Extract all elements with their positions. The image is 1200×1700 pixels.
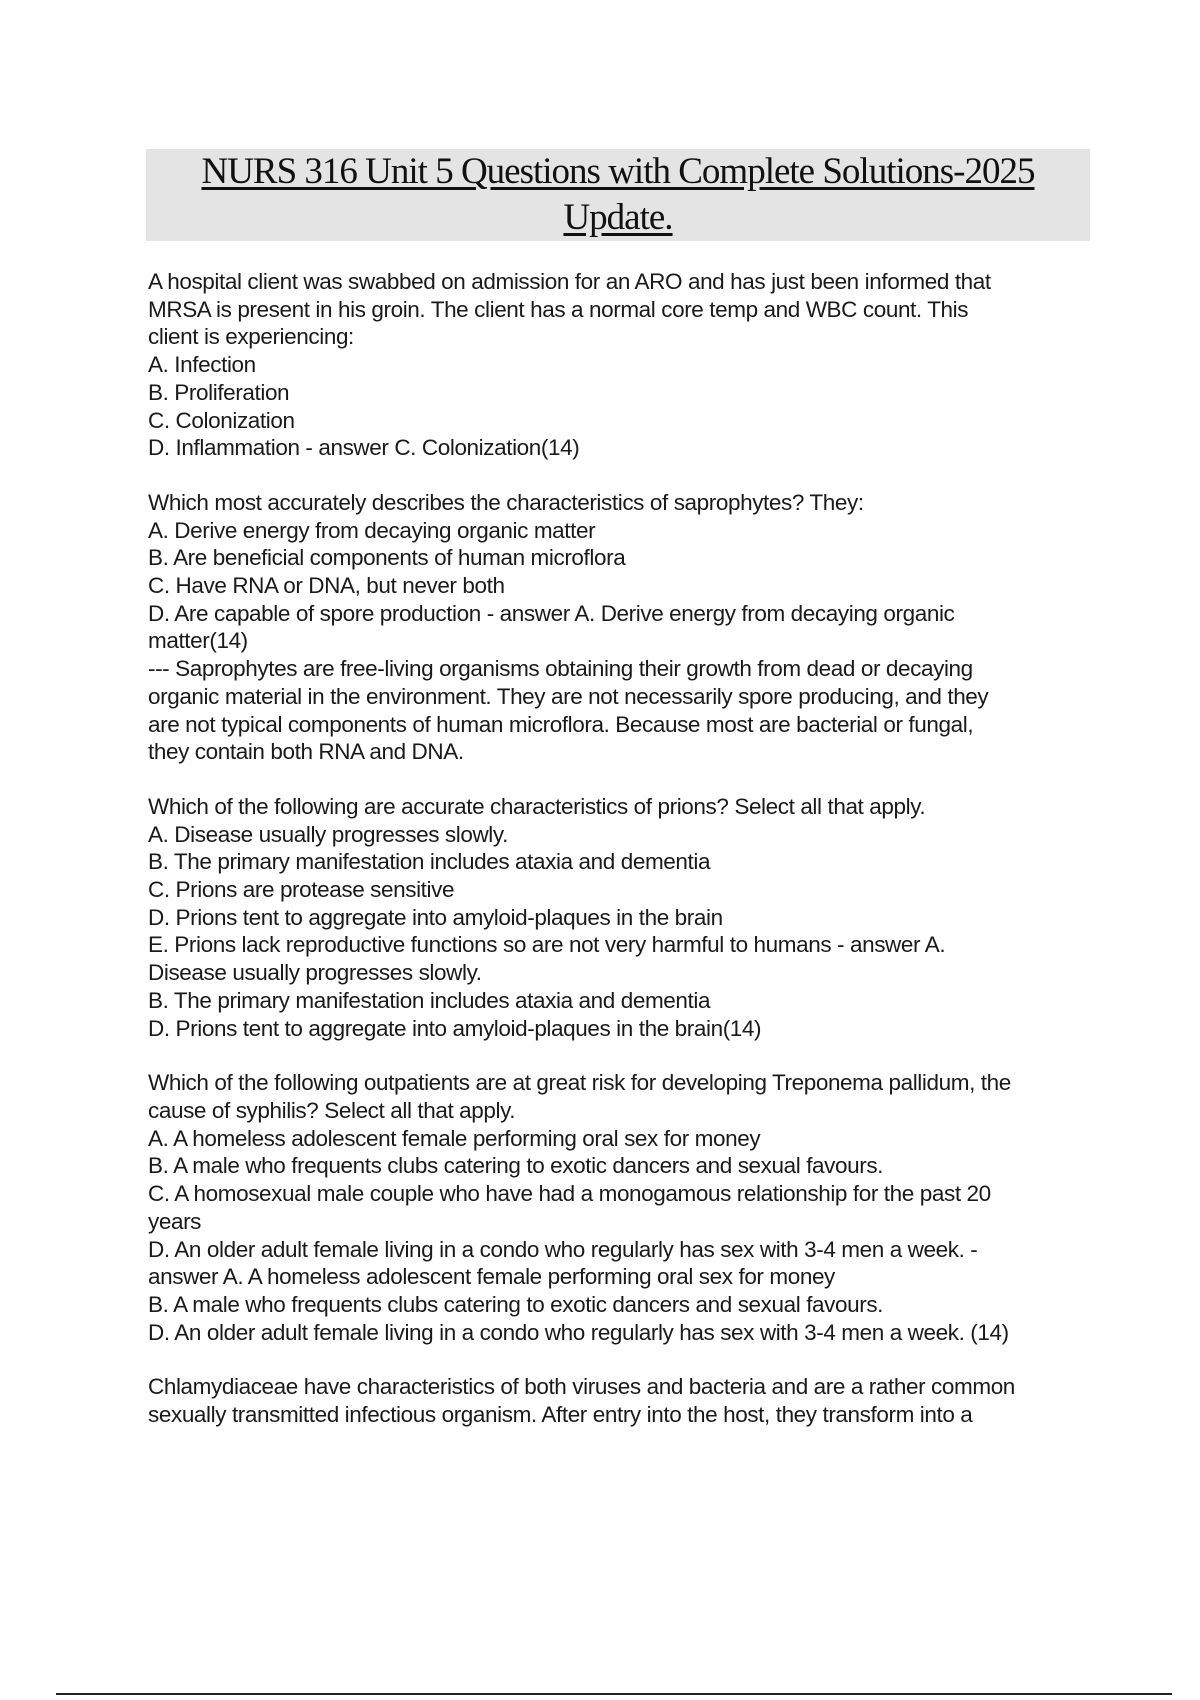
question-block	[148, 489, 1098, 766]
question-text-line: MRSA is present in his groin. The client has a normal core temp and WBC count. This	[148, 296, 969, 322]
question-text-line: B. Proliferation	[148, 379, 290, 405]
question-text-line: D. Are capable of spore production - answer A. Derive energy from decaying organic	[148, 600, 955, 626]
question-block	[148, 268, 1098, 462]
question-text-line: A hospital client was swabbed on admission for an ARO and has just been informed that	[148, 269, 991, 294]
question-text-line: A. A homeless adolescent female performing oral sex for money	[148, 1125, 761, 1151]
question-block	[148, 1069, 1098, 1346]
question-text-line: C. Prions are protease sensitive	[148, 877, 455, 903]
question-text-line: A. Derive energy from decaying organic matter	[148, 517, 596, 543]
question-text-line: are not typical components of human microflora. Because most are bacterial or fungal,	[148, 711, 974, 737]
page-divider	[56, 1693, 1172, 1695]
question-text-line: B. A male who frequents clubs catering to exotic dancers and sexual favours.	[148, 1291, 884, 1317]
question-block	[148, 1373, 1098, 1428]
question-text-line: D. Inflammation - answer C. Colonization(14)	[148, 435, 580, 461]
question-text-line: --- Saprophytes are free-living organisms obtaining their growth from dead or decaying	[148, 656, 973, 682]
question-text-line: cause of syphilis? Select all that apply.	[148, 1097, 516, 1123]
question-text-line: A. Disease usually progresses slowly.	[148, 821, 508, 847]
question-text-line: D. An older adult female living in a condo who regularly has sex with 3-4 men a week. (14)	[148, 1319, 1009, 1345]
question-text-line: Which of the following outpatients are at great risk for developing Treponema pallidum, the	[148, 1070, 1011, 1096]
question-text-line: matter(14)	[148, 628, 248, 654]
question-text-line: B. A male who frequents clubs catering to exotic dancers and sexual favours.	[148, 1153, 884, 1179]
question-text-line: C. Colonization	[148, 407, 295, 433]
question-text-line: B. The primary manifestation includes ataxia and dementia	[148, 849, 711, 875]
question-text-line: Which most accurately describes the characteristics of saprophytes? They:	[148, 489, 864, 515]
question-text-line: B. The primary manifestation includes ataxia and dementia	[148, 987, 711, 1013]
question-text-line: Chlamydiaceae have characteristics of both viruses and bacteria and are a rather common	[148, 1374, 1015, 1400]
question-text-line: A. Infection	[148, 352, 256, 378]
question-text-line: organic material in the environment. They are not necessarily spore producing, and they	[148, 683, 989, 709]
question-text-line: sexually transmitted infectious organism. After entry into the host, they transform into a	[148, 1402, 973, 1428]
question-text-line: Which of the following are accurate characteristics of prions? Select all that apply.	[148, 793, 926, 819]
question-text-line: Disease usually progresses slowly.	[148, 960, 482, 986]
document-title	[146, 149, 1090, 241]
question-text-line: D. An older adult female living in a condo who regularly has sex with 3-4 men a week. -	[148, 1236, 978, 1262]
question-text-line: they contain both RNA and DNA.	[148, 739, 464, 765]
question-text-line: C. Have RNA or DNA, but never both	[148, 573, 505, 599]
question-text-line: years	[148, 1208, 202, 1234]
question-text-line: E. Prions lack reproductive functions so are not very harmful to humans - answer A.	[148, 932, 946, 958]
question-text-line: C. A homosexual male couple who have had a monogamous relationship for the past 20	[148, 1181, 991, 1207]
question-text-line: B. Are beneficial components of human microflora	[148, 545, 626, 571]
question-list	[148, 268, 1098, 1456]
title-line-2: Update.	[563, 197, 673, 238]
question-text-line: answer A. A homeless adolescent female performing oral sex for money	[148, 1264, 835, 1290]
question-text-line: D. Prions tent to aggregate into amyloid-plaques in the brain	[148, 904, 723, 930]
question-block	[148, 793, 1098, 1042]
title-line-1: NURS 316 Unit 5 Questions with Complete Solutions-2025	[201, 151, 1035, 192]
question-text-line: D. Prions tent to aggregate into amyloid-plaques in the brain(14)	[148, 1015, 762, 1041]
question-text-line: client is experiencing:	[148, 324, 354, 350]
